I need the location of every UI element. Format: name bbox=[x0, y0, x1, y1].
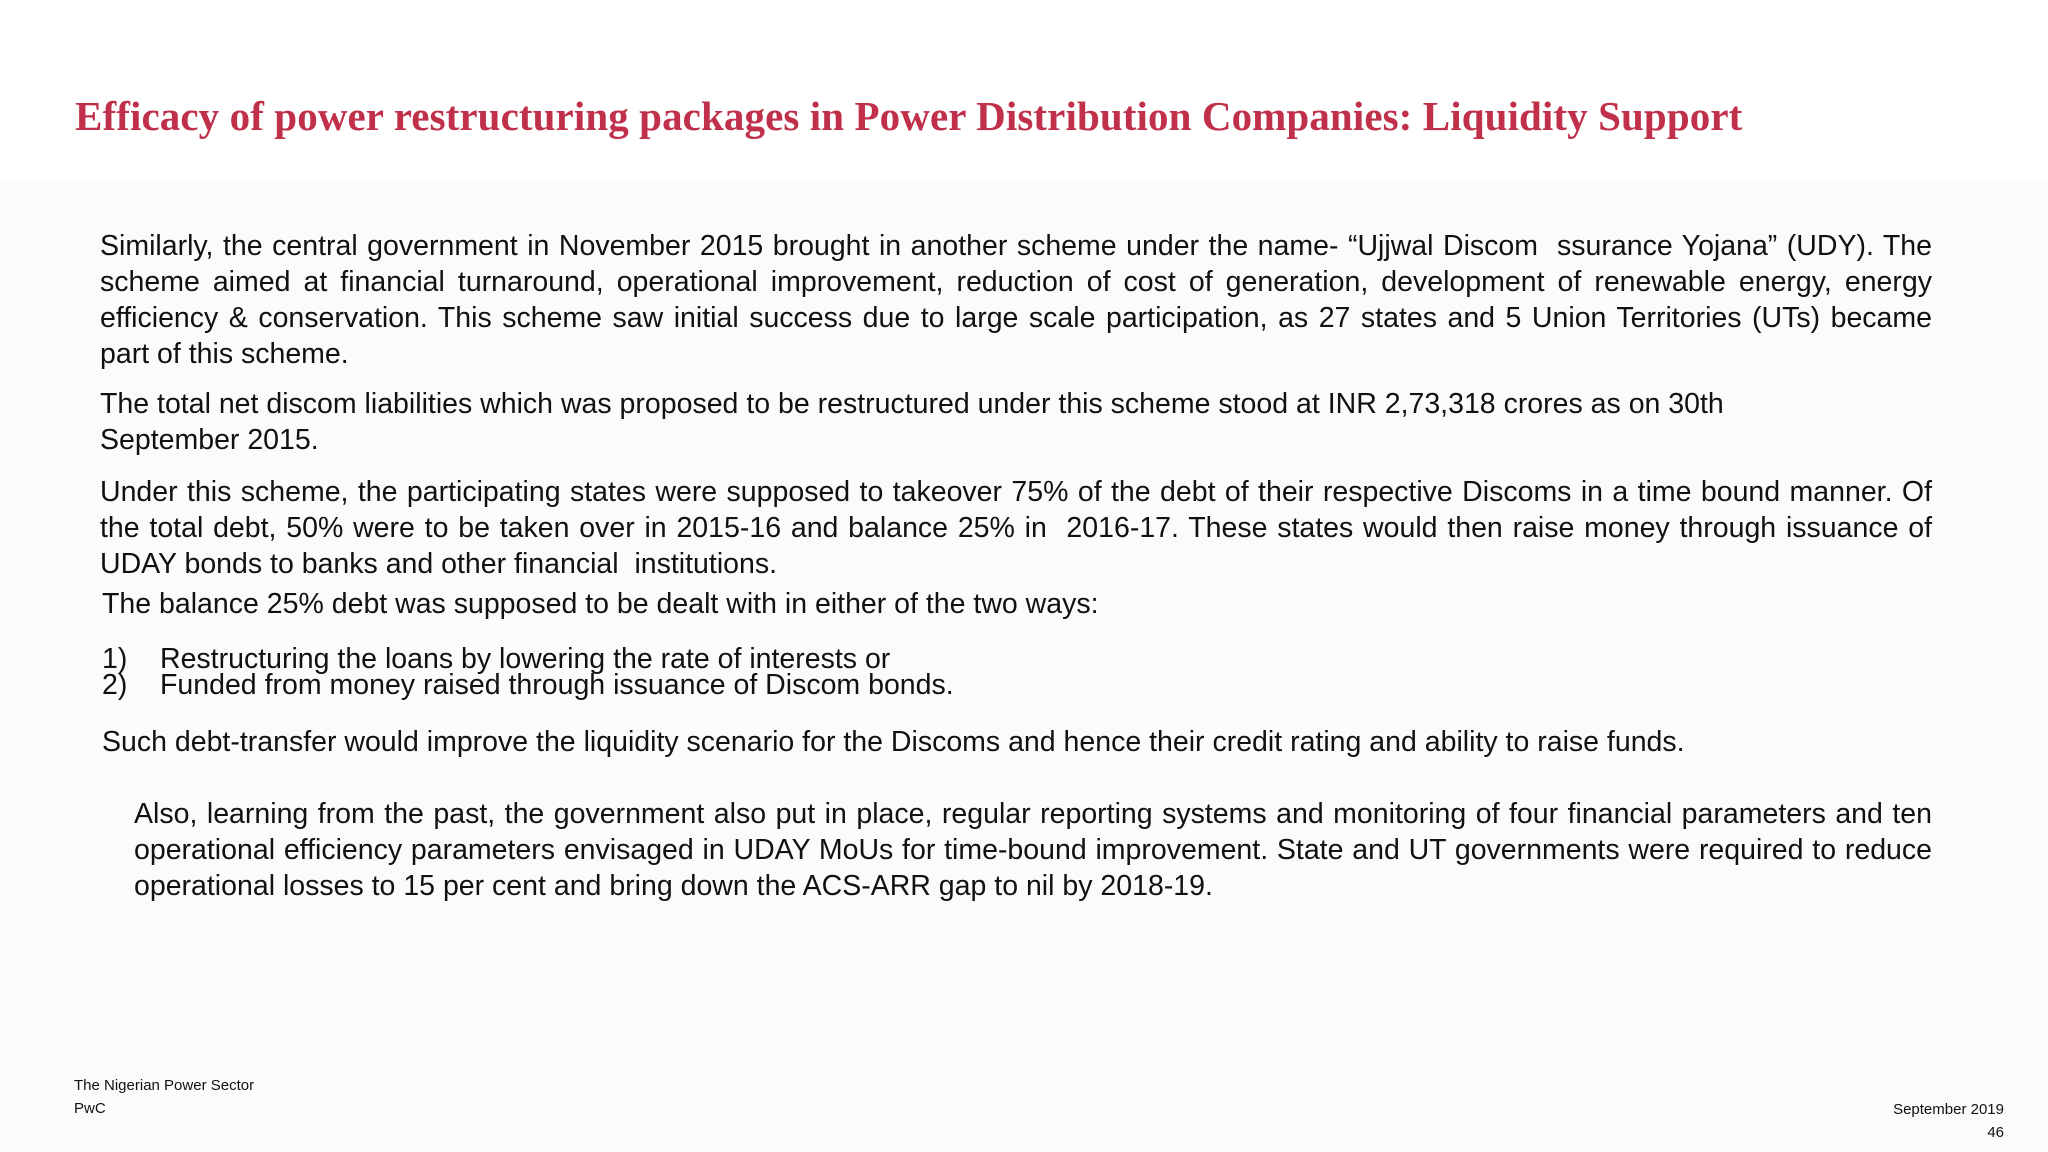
list-item bbox=[102, 669, 1932, 701]
footer-left bbox=[74, 1074, 254, 1120]
slide-title: Efficacy of power restructuring packages in Power Distribution Companies: Liquidity Support bbox=[75, 93, 1743, 139]
paragraph-monitoring: Also, learning from the past, the government also put in place, regular reporting systems and monitoring of four financial parameters and ten operational efficiency parameters envisaged in UDAY MoUs for time-bound improvement. State and UT governments were required to reduce operational losses to 15 per cent and bring down the ACS-ARR gap to nil by 2018-19. bbox=[134, 798, 1932, 902]
footer-date: September 2019 bbox=[1893, 1101, 2004, 1118]
list-item-text: Funded from money raised through issuance of Discom bonds. bbox=[160, 669, 954, 701]
footer-company: PwC bbox=[74, 1100, 106, 1117]
slide-body bbox=[100, 228, 1932, 904]
footer-report-name: The Nigerian Power Sector bbox=[74, 1077, 255, 1094]
paragraph-balance-debt: The balance 25% debt was supposed to be dealt with in either of the two ways: bbox=[102, 588, 1099, 620]
paragraph-liabilities: The total net discom liabilities which was proposed to be restructured under this scheme stood at INR 2,73,318 crores as on 30th September 2015. bbox=[100, 388, 1724, 456]
list-item-number: 2) bbox=[102, 669, 128, 701]
options-list bbox=[102, 643, 1932, 701]
paragraph-debt-takeover: Under this scheme, the participating states were supposed to takeover 75% of the debt of their respective Discoms in a time bound manner. Of the total debt, 50% were to be taken over in 2015-16 and balance 25% in 2016-17. These states would then raise money through issuance of UDAY bonds to banks and other financial institutions. bbox=[100, 476, 1932, 580]
page-number: 46 bbox=[1987, 1124, 2004, 1141]
footer-right bbox=[1893, 1098, 2004, 1144]
paragraph-debt-transfer: Such debt-transfer would improve the liquidity scenario for the Discoms and hence their credit rating and ability to raise funds. bbox=[102, 726, 1685, 758]
paragraph-uday-intro: Similarly, the central government in November 2015 brought in another scheme under the name- “Ujjwal Discom ssurance Yojana” (UDY). The scheme aimed at financial turnaround, operational improvement, reduction of cost of generation, development of renewable energy, energy efficiency & conservation. This scheme saw initial success due to large scale participation, as 27 states and 5 Union Territories (UTs) became part of this scheme. bbox=[100, 230, 1932, 370]
list-item-number: 1) bbox=[102, 643, 128, 675]
list-item-text: Restructuring the loans by lowering the rate of interests or bbox=[160, 643, 891, 675]
slide-header-band bbox=[0, 0, 2048, 180]
